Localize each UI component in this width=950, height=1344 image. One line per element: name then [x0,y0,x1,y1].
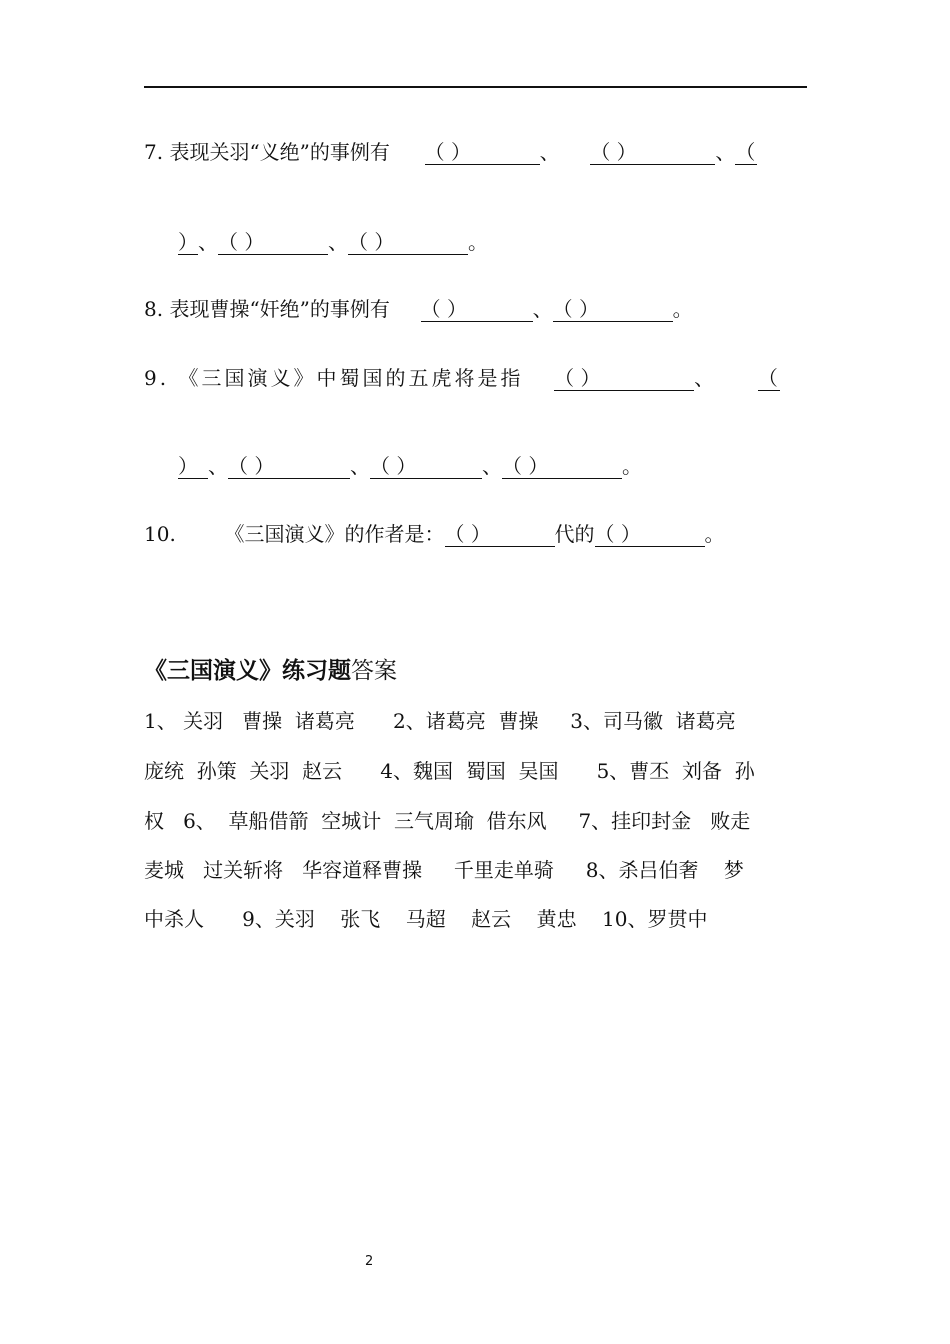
question-10: 10. 《三国演义》的作者是：（ ） 代的（ ） 。 [144,522,725,546]
question-10-number: 10. [144,522,176,546]
answer-blank[interactable]: （ ） [445,520,555,547]
question-9-continued: ） 、（ ） 、（ ） 、（ ） 。 [178,454,642,478]
answer-blank[interactable]: （ [757,366,778,390]
answers-title: 《三国演义》练习题答案 [144,657,397,684]
answer-blank[interactable]: （ ） [421,295,533,322]
question-8-text: 8. 表现曹操“奸绝”的事例有 [144,297,390,321]
answer-blank[interactable]: （ ） [370,452,482,479]
answer-line: 庞统 孙策 关羽 赵云 4、魏国 蜀国 吴国 5、曹丕 刘备 孙 [144,759,755,783]
answer-blank[interactable]: （ ） [553,295,673,322]
page-number: 2 [365,1254,374,1269]
question-9: 9. 《三国演义》中蜀国的五虎将是指 （ ） 、 （ [144,366,778,390]
question-10-text: 《三国演义》的作者是： [224,522,445,546]
answer-blank[interactable]: （ ） [502,452,622,479]
answer-blank[interactable]: ） [178,452,208,479]
answer-line: 中杀人 9、关羽 张飞 马超 赵云 黄忠 10、罗贯中 [144,907,708,931]
answer-blank[interactable]: （ ） [218,228,328,255]
question-7-continued: ）、（ ） 、（ ） 。 [178,230,488,254]
answer-blank[interactable]: （ [735,140,756,164]
answer-line: 1、 关羽 曹操 诸葛亮 2、诸葛亮 曹操 3、司马徽 诸葛亮 [144,709,736,733]
answer-blank[interactable]: （ ） [595,520,705,547]
answer-line: 麦城 过关斩将 华容道释曹操 千里走单骑 8、杀吕伯奢 梦 [144,858,744,882]
question-9-text: 9. 《三国演义》中蜀国的五虎将是指 [144,366,524,390]
answer-blank[interactable]: ） [178,230,198,254]
answer-blank[interactable]: （ ） [590,138,715,165]
answer-blank[interactable]: （ ） [228,452,350,479]
answer-line: 权 6、 草船借箭 空城计 三气周瑜 借东风 7、挂印封金 败走 [144,809,751,833]
header-rule [144,86,807,88]
question-7: 7. 表现关羽“义绝”的事例有 （ ） 、 （ ） 、（ [144,140,756,164]
answer-blank[interactable]: （ ） [425,138,540,165]
question-8: 8. 表现曹操“奸绝”的事例有 （ ） 、（ ） 。 [144,297,693,321]
answer-blank[interactable]: （ ） [554,364,694,391]
answer-blank[interactable]: （ ） [348,228,468,255]
question-7-text: 7. 表现关羽“义绝”的事例有 [144,140,390,164]
